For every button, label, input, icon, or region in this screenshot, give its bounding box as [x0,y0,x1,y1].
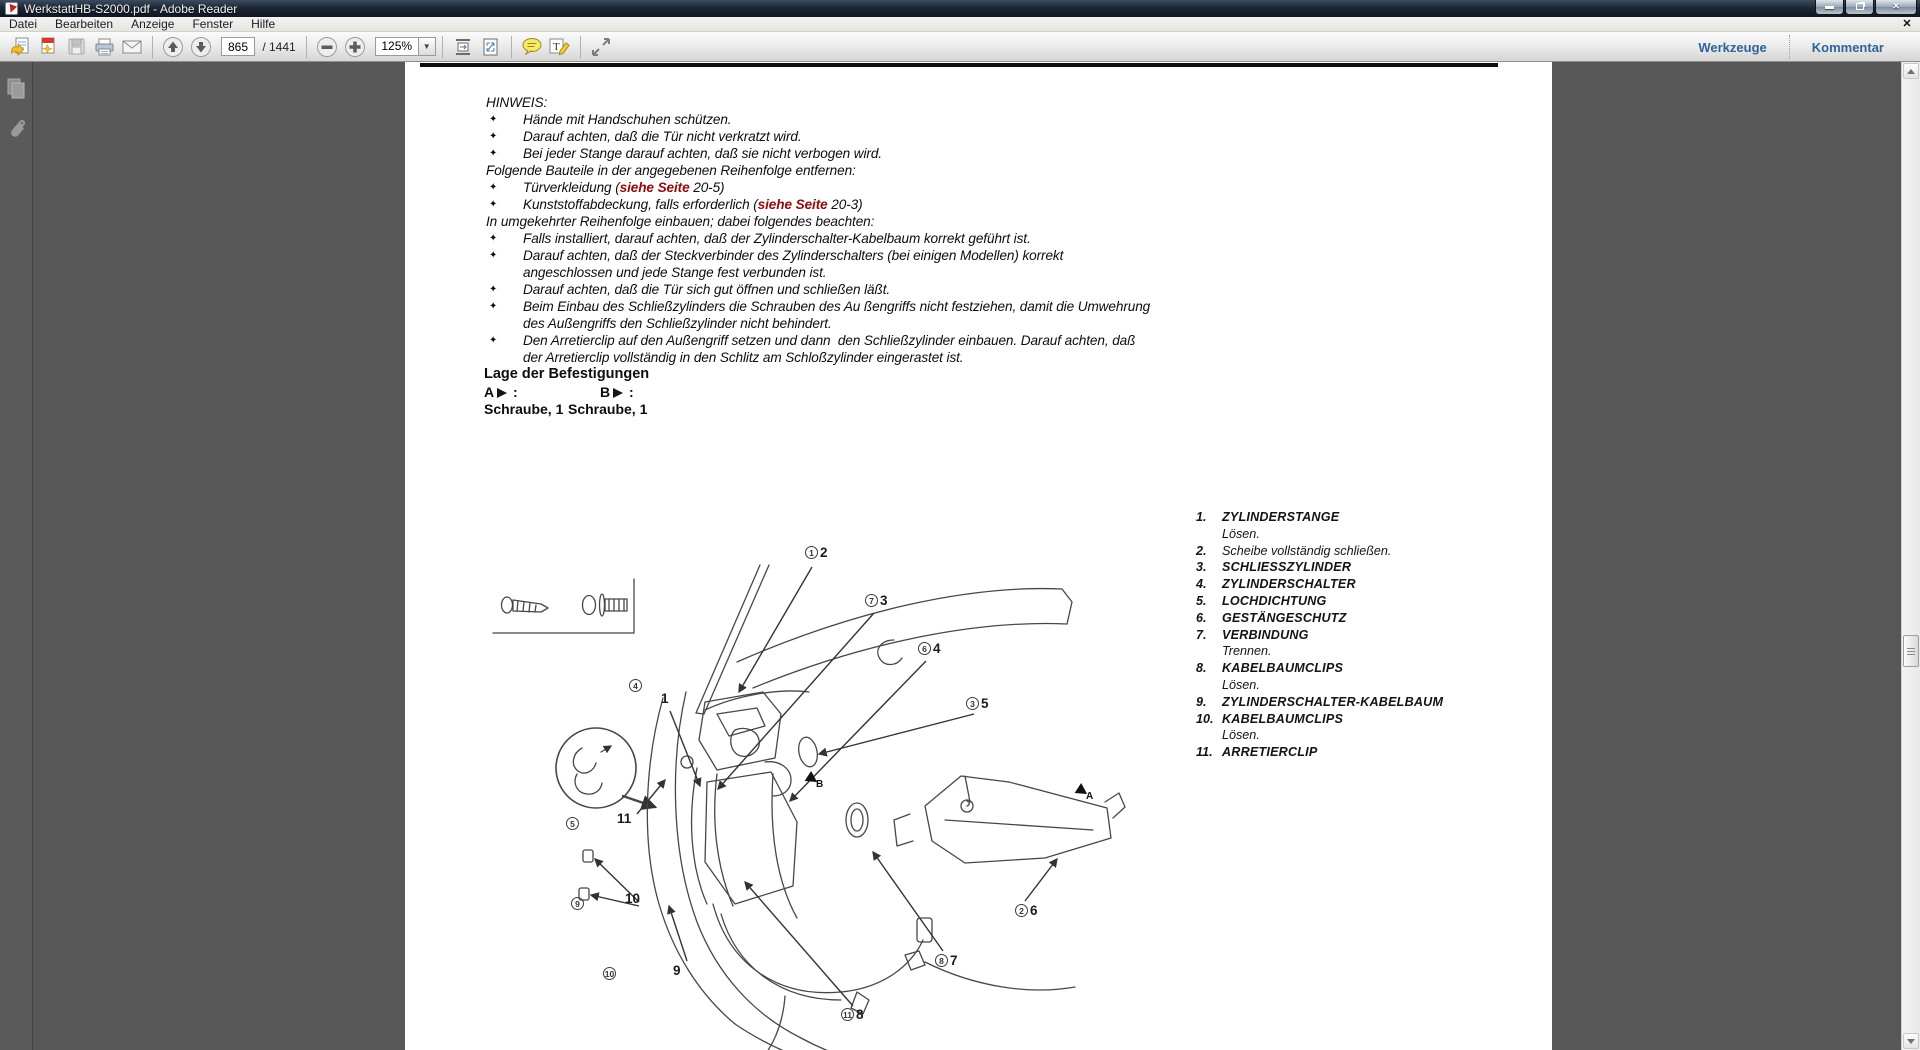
diagram-callout [617,811,631,826]
window-controls [1814,0,1917,15]
direction-marker-b: B [807,773,823,790]
minimize-button[interactable] [1815,0,1844,15]
part-list-line: Lösen. [1222,728,1260,743]
diagram-callout [841,1007,864,1022]
part-list-line: 7. VERBINDUNG [1196,627,1309,642]
callout-number: 7 [950,953,958,968]
callout-number: 3 [880,593,888,608]
menu-item-hilfe[interactable]: Hilfe [251,16,276,31]
doc-line [486,197,1506,214]
callout-number: 6 [1030,903,1038,918]
doc-text [486,95,1506,367]
diagram-callout [571,897,586,910]
diagram-callout [935,953,958,968]
doc-text-segment: Falls installiert, darauf achten, daß der Zylinderschalter-Kabelbaum korrekt geführt ist. [523,231,1031,246]
fastener-values-row: Schraube, 1 Schraube, 1 [484,401,648,417]
page-total-label: / 1441 [259,39,296,54]
bullet-icon: ✦ [489,148,498,159]
paperclip-icon [5,116,27,142]
part-list-line: 5. LOCHDICHTUNG [1196,593,1327,608]
doc-text-segment: HINWEIS: [486,95,548,110]
zoom-out-button[interactable] [314,35,340,59]
part-list-line: Lösen. [1222,677,1260,692]
callout-number: 10 [625,891,641,906]
part-list-line: Lösen. [1222,526,1260,541]
part-list-line: 3. SCHLIESSZYLINDER [1196,560,1352,575]
menu-item-datei[interactable]: Datei [9,16,38,31]
doc-line [486,214,1506,231]
diagram-callout [918,641,941,656]
page-thumbnails-icon [6,77,26,101]
document-area [0,62,1920,1050]
doc-text-segment: Den Arretierclip auf den Außengriff setzen und dann den Schließzylinder einbauen. Darauf achten, daß [523,333,1136,348]
siehe-seite-link[interactable]: siehe Seite [757,197,828,212]
doc-line [486,180,1506,197]
bullet-icon: ✦ [489,199,498,210]
doc-text-segment: Kunststoffabdeckung, falls erforderlich ( [523,197,758,212]
doc-line [486,299,1506,316]
diagram-callout [661,691,669,706]
doc-text-segment: Hände mit Handschuhen schützen. [523,112,732,127]
scrollbar-thumb[interactable] [1903,635,1919,667]
callout-number: 1 [661,691,669,706]
doc-text-segment: des Außengriffs den Schließzylinder nicht behindert. [523,316,832,331]
page-number-input[interactable] [221,37,255,56]
menu-item-fenster[interactable]: Fenster [192,16,234,31]
email-icon [121,38,143,56]
circled-number: 4 [629,679,642,692]
doc-text-segment: der Arretierclip vollständig in den Schlitz am Schloßzylinder eingerastet ist. [523,350,964,365]
callout-number: 11 [617,811,632,826]
fastener-symbols-row: A : B : [484,384,634,400]
save-icon [67,37,86,56]
window-title: WerkstattHB-S2000.pdf - Adobe Reader [24,1,238,16]
previous-page-button[interactable] [160,35,186,59]
part-list-line: 6. GESTÄNGESCHUTZ [1196,610,1347,625]
bullet-icon: ✦ [489,335,498,346]
zoom-in-button[interactable] [342,35,368,59]
next-page-button[interactable] [188,35,214,59]
diagram-callout [673,963,681,978]
menubar [0,17,1920,32]
scroll-down-arrow-icon [1907,1039,1915,1044]
doc-text-segment: Darauf achten, daß die Tür sich gut öffnen und schließen läßt. [523,282,891,297]
doc-line [486,248,1506,265]
fastener-legend [484,366,649,418]
doc-text-segment: 20-5) [689,180,725,195]
circled-number: 7 [865,594,878,607]
diagram-callout [805,545,828,560]
save-button[interactable] [63,35,89,59]
toolbar [0,32,1920,62]
sticky-note-icon [521,37,543,56]
part-list-line: 4. ZYLINDERSCHALTER [1196,577,1356,592]
circled-number: 1 [805,546,818,559]
circled-number: 11 [843,1010,852,1020]
doc-line [486,333,1506,350]
pdf-online-icon [38,37,58,57]
doc-line [486,112,1506,129]
fastener-heading: Lage der Befestigungen [484,366,650,382]
callout-number: 5 [981,696,989,711]
doc-line [486,316,1506,333]
zoom-out-icon [316,36,338,58]
bullet-icon: ✦ [489,114,498,125]
diagram-callout [1015,903,1038,918]
callout-number: 2 [820,545,828,560]
doc-line [486,146,1506,163]
fit-width-icon [452,37,474,57]
triangle-a-icon [497,388,507,398]
print-button[interactable] [91,35,117,59]
fullscreen-arrows-icon [591,37,611,57]
arrow-down-icon [190,36,212,58]
open-file-icon [10,37,31,57]
diagram-callout [629,679,644,692]
navigation-pane-strip [0,62,33,1050]
doc-text-segment: Türverkleidung ( [523,180,620,195]
menu-item-bearbeiten[interactable]: Bearbeiten [55,16,114,31]
callout-number: 9 [673,963,681,978]
circled-number: 9 [571,897,584,910]
callout-number: 8 [856,1007,864,1022]
circled-number: 10 [604,969,615,979]
email-button[interactable] [119,35,145,59]
part-list-line: 1. ZYLINDERSTANGE [1196,510,1340,524]
diagram-callout [603,967,618,980]
doc-text-segment: Beim Einbau des Schließzylinders die Schrauben des Au ßengriffs nicht festziehen, damit die Umwehrung [523,299,1151,314]
doc-text-segment: Darauf achten, daß die Tür nicht verkratzt wird. [523,129,802,144]
doc-line [486,282,1506,299]
reading-mode-button[interactable] [588,35,614,59]
restore-button[interactable] [1845,0,1874,15]
siehe-seite-link[interactable]: siehe Seite [619,180,690,195]
bullet-icon: ✦ [489,182,498,193]
doc-text-segment: angeschlossen und jede Stange fest verbunden ist. [523,265,827,280]
close-button[interactable]: ✕ [1875,0,1917,15]
toolbar-right-panel [1676,32,1906,62]
bullet-icon: ✦ [489,131,498,142]
titlebar [0,0,1920,17]
doc-text-segment: 20-3) [827,197,863,212]
zoom-level-value[interactable]: 125% [375,37,419,56]
diagram-callout [865,593,888,608]
fit-page-button[interactable] [478,35,504,59]
doc-line [486,350,1506,367]
diagram-callout [566,817,581,830]
doc-text-segment: Darauf achten, daß der Steckverbinder des Zylinderschalters (bei einigen Modellen) korrekt [523,248,1064,263]
pdf-page [405,62,1552,1050]
doc-text-segment: In umgekehrter Reihenfolge einbauen; dabei folgendes beachten: [486,214,875,229]
doc-line [486,129,1506,146]
doc-line [486,265,1506,282]
doc-line [486,95,1506,112]
bullet-icon: ✦ [489,301,498,312]
part-list-line: Trennen. [1222,644,1272,659]
page-thumbnails-button[interactable] [4,76,28,102]
circled-number: 5 [566,817,579,830]
circled-number: 6 [918,642,931,655]
highlight-text-button[interactable] [547,35,573,59]
scroll-up-arrow-icon [1907,69,1915,74]
scroll-down-button[interactable] [1903,1033,1919,1049]
part-list-line: 9. ZYLINDERSCHALTER-KABELBAUM [1196,694,1444,709]
svg-text:T: T [553,40,560,53]
open-file-button[interactable] [7,35,33,59]
scroll-up-button[interactable] [1903,63,1919,79]
menu-item-anzeige[interactable]: Anzeige [131,16,175,31]
sticky-note-button[interactable] [519,35,545,59]
close-document-icon[interactable]: ✕ [1902,18,1912,30]
fit-page-icon [481,37,501,57]
pdf-online-button[interactable] [35,35,61,59]
zoom-in-icon [344,36,366,58]
bullet-icon: ✦ [489,250,498,261]
circled-number: 8 [935,954,948,967]
comment-panel-button[interactable]: Kommentar [1811,39,1884,55]
doc-text-segment: Bei jeder Stange darauf achten, daß sie nicht verbogen wird. [523,146,882,161]
doc-line [486,163,1506,180]
zoom-dropdown-button[interactable]: ▼ [419,37,436,56]
part-list-line: 8. KABELBAUMCLIPS [1196,661,1344,676]
callout-number: 4 [933,641,941,656]
scrolling-mode-button[interactable] [450,35,476,59]
tools-panel-button[interactable]: Werkzeuge [1698,39,1767,55]
arrow-up-icon [162,36,184,58]
bullet-icon: ✦ [489,233,498,244]
diagram-callout [966,696,989,711]
bullet-icon: ✦ [489,284,498,295]
part-list-line: 2. Scheibe vollständig schließen. [1196,543,1392,558]
doc-line [486,231,1506,248]
pdf-app-icon [5,2,18,15]
print-icon [94,37,115,57]
section-rule [420,63,1498,67]
circled-number: 3 [966,697,979,710]
doc-text-segment: Folgende Bauteile in der angegebenen Reihenfolge entfernen: [486,163,856,178]
circled-number: 2 [1015,904,1028,917]
part-list-line: 10. KABELBAUMCLIPS [1196,711,1344,726]
parts-list [1196,510,1526,762]
part-list-line: 11. ARRETIERCLIP [1196,745,1318,760]
direction-marker-a: A [1077,785,1093,802]
triangle-b-icon [613,388,623,398]
highlight-text-icon [548,37,571,57]
attachments-button[interactable] [4,116,28,142]
diagram-callout [625,891,640,906]
vertical-scrollbar[interactable] [1901,62,1920,1050]
